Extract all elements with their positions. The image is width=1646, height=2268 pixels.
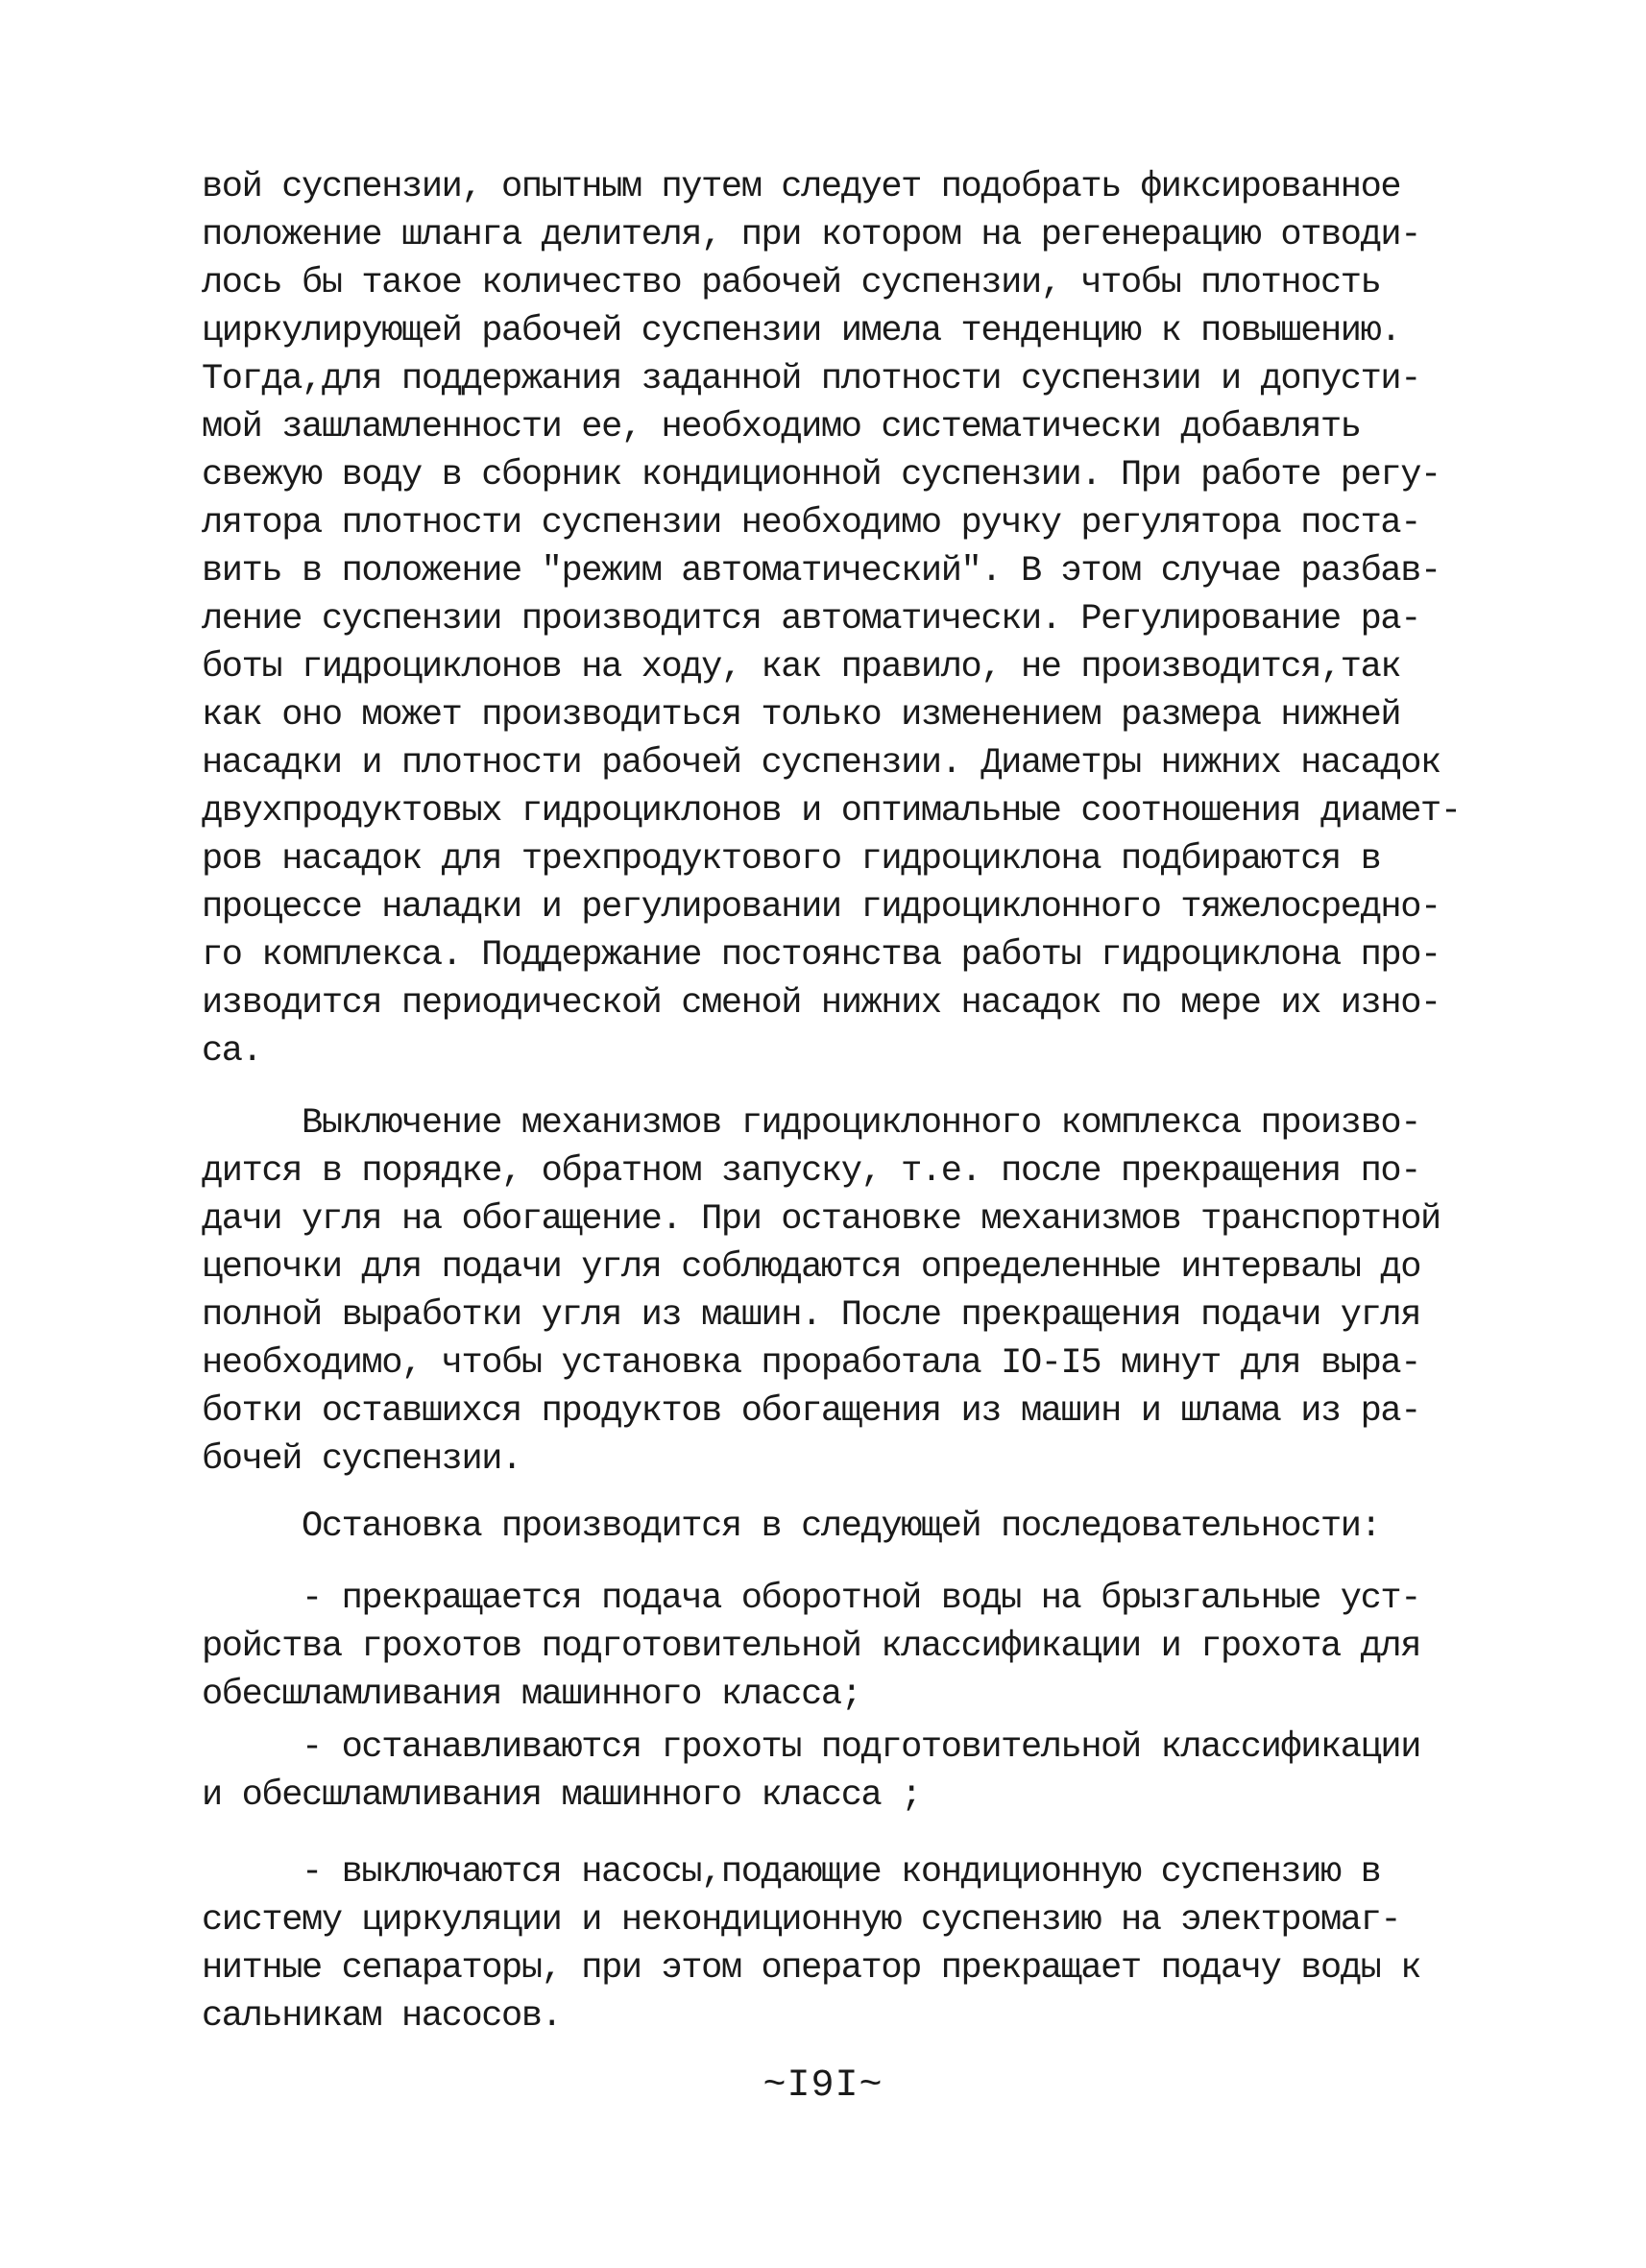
text-line: цепочки для подачи угля соблюдаются определенные интервалы до bbox=[202, 1247, 1421, 1288]
text-line: боты гидроциклонов на ходу, как правило, не производится,так bbox=[202, 647, 1401, 688]
text-line: необходимо, чтобы установка проработала IO-I5 минут для выра- bbox=[202, 1343, 1421, 1384]
paragraph-suspension-regulation bbox=[202, 163, 1489, 1075]
text-line: положение шланга делителя, при котором на регенерацию отводи- bbox=[202, 215, 1421, 255]
list-item-pumps-stop bbox=[202, 1848, 1489, 2040]
text-line: нитные сепараторы, при этом оператор прекращает подачу воды к bbox=[202, 1948, 1421, 1989]
text-line: как оно может производиться только изменением размера нижней bbox=[202, 695, 1401, 736]
text-line: двухпродуктовых гидроциклонов и оптимальные соотношения диамет- bbox=[202, 791, 1461, 832]
text-line: го комплекса. Поддержание постоянства работы гидроциклона про- bbox=[202, 935, 1440, 976]
text-line: - останавливаются грохоты подготовительной классификации bbox=[202, 1727, 1421, 1768]
text-line: систему циркуляции и некондиционную суспензию на электромаг- bbox=[202, 1900, 1401, 1941]
text-line: дится в порядке, обратном запуску, т.е. после прекращения по- bbox=[202, 1151, 1421, 1192]
text-line: ботки оставшихся продуктов обогащения из машин и шлама из ра- bbox=[202, 1391, 1421, 1432]
text-line: бочей суспензии. bbox=[202, 1439, 521, 1480]
text-line: лятора плотности суспензии необходимо ручку регулятора поста- bbox=[202, 503, 1421, 543]
text-line: мой зашламленности ее, необходимо систематически добавлять bbox=[202, 407, 1361, 447]
text-line: Тогда,для поддержания заданной плотности суспензии и допусти- bbox=[202, 359, 1421, 399]
text-line: и обесшламливания машинного класса ; bbox=[202, 1775, 921, 1816]
text-line: са. bbox=[202, 1031, 262, 1072]
page-number: ~I9I~ bbox=[762, 2064, 884, 2108]
text-line: ройства грохотов подготовительной классификации и грохота для bbox=[202, 1627, 1421, 1667]
list-item-screens-stop bbox=[202, 1724, 1489, 1820]
text-line: - выключаются насосы,подающие кондиционную суспензию в bbox=[202, 1852, 1381, 1893]
text-line: циркулирующей рабочей суспензии имела тенденцию к повышению. bbox=[202, 311, 1401, 351]
text-line: процессе наладки и регулировании гидроциклонного тяжелосредно- bbox=[202, 887, 1440, 928]
text-line: свежую воду в сборник кондиционной суспензии. При работе регу- bbox=[202, 455, 1440, 495]
text-line: полной выработки угля из машин. После прекращения подачи угля bbox=[202, 1295, 1421, 1336]
text-line: вить в положение "режим автоматический". В этом случае разбав- bbox=[202, 551, 1440, 591]
text-line: обесшламливания машинного класса; bbox=[202, 1675, 861, 1715]
text-line: Остановка производится в следующей последовательности: bbox=[202, 1507, 1381, 1547]
paragraph-shutdown-intro bbox=[202, 1099, 1489, 1484]
text-line: вой суспензии, опытным путем следует подобрать фиксированное bbox=[202, 167, 1401, 207]
text-line: насадки и плотности рабочей суспензии. Диаметры нижних насадок bbox=[202, 743, 1440, 784]
paragraph-shutdown-sequence-heading bbox=[202, 1503, 1489, 1551]
text-line: сальникам насосов. bbox=[202, 1996, 562, 2037]
text-line: изводится периодической сменой нижних насадок по мере их изно- bbox=[202, 983, 1440, 1024]
text-line: - прекращается подача оборотной воды на брызгальные уст- bbox=[202, 1579, 1421, 1619]
text-line: Выключение механизмов гидроциклонного комплекса произво- bbox=[202, 1103, 1421, 1144]
text-line: дачи угля на обогащение. При остановке механизмов транспортной bbox=[202, 1199, 1440, 1240]
list-item-water-supply-stop bbox=[202, 1575, 1489, 1719]
text-line: ров насадок для трехпродуктового гидроциклона подбираются в bbox=[202, 839, 1381, 880]
text-line: ление суспензии производится автоматически. Регулирование ра- bbox=[202, 599, 1421, 639]
text-line: лось бы такое количество рабочей суспензии, чтобы плотность bbox=[202, 263, 1381, 303]
